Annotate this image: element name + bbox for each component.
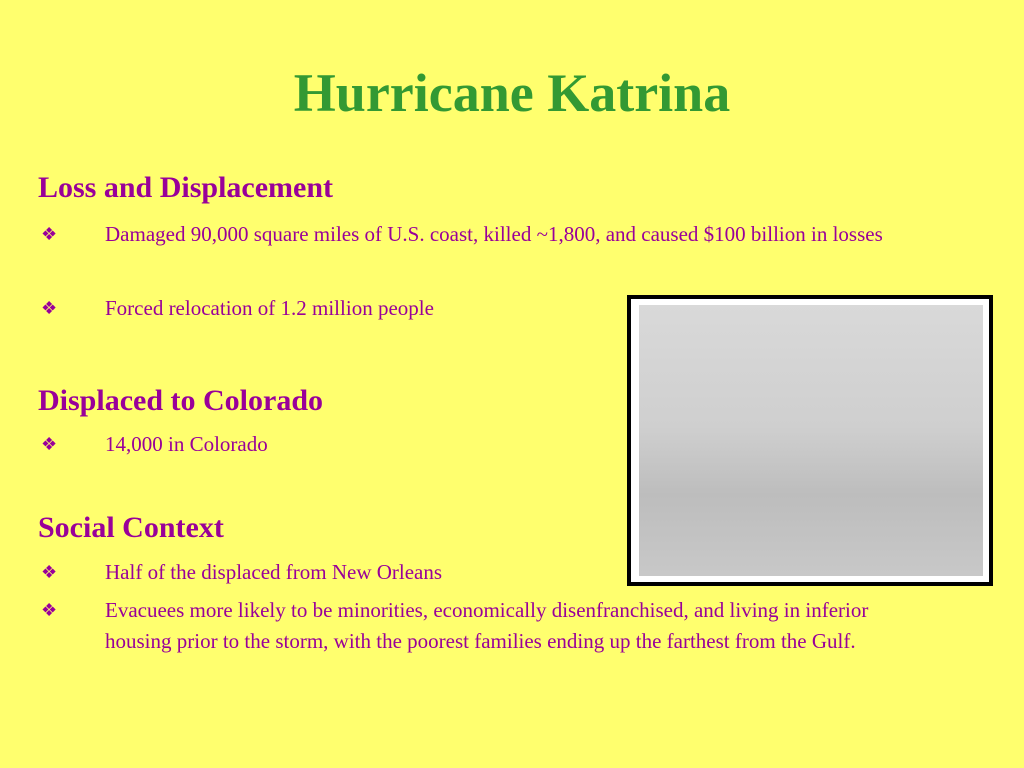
diamond-bullet-icon: ❖ xyxy=(41,224,58,244)
diamond-bullet-icon: ❖ xyxy=(41,562,58,582)
photo-border xyxy=(631,299,989,582)
photo-placeholder xyxy=(639,305,983,576)
bullet-text: 14,000 in Colorado xyxy=(105,432,268,456)
diamond-bullet-icon: ❖ xyxy=(41,298,58,318)
slide-title: Hurricane Katrina xyxy=(293,63,731,123)
bullet-text: Half of the displaced from New Orleans xyxy=(105,560,443,584)
bullet-text: Damaged 90,000 square miles of U.S. coast, killed ~1,800, and caused $100 billion in losses xyxy=(105,222,883,246)
section-heading-colorado: Displaced to Colorado xyxy=(38,384,323,417)
bullet-item xyxy=(38,219,938,250)
diamond-bullet-icon: ❖ xyxy=(41,434,58,454)
section-heading-loss: Loss and Displacement xyxy=(38,171,334,204)
photo-frame xyxy=(627,295,993,586)
diamond-bullet-icon: ❖ xyxy=(41,600,58,620)
bullet-text: Forced relocation of 1.2 million people xyxy=(105,296,434,320)
section-heading-social: Social Context xyxy=(38,511,224,544)
bullet-text: Evacuees more likely to be minorities, economically disenfranchised, and living in inferior housing prior to the storm, with the poorest families ending up the farthest from the Gulf. xyxy=(105,598,869,653)
bullet-item xyxy=(38,595,938,657)
